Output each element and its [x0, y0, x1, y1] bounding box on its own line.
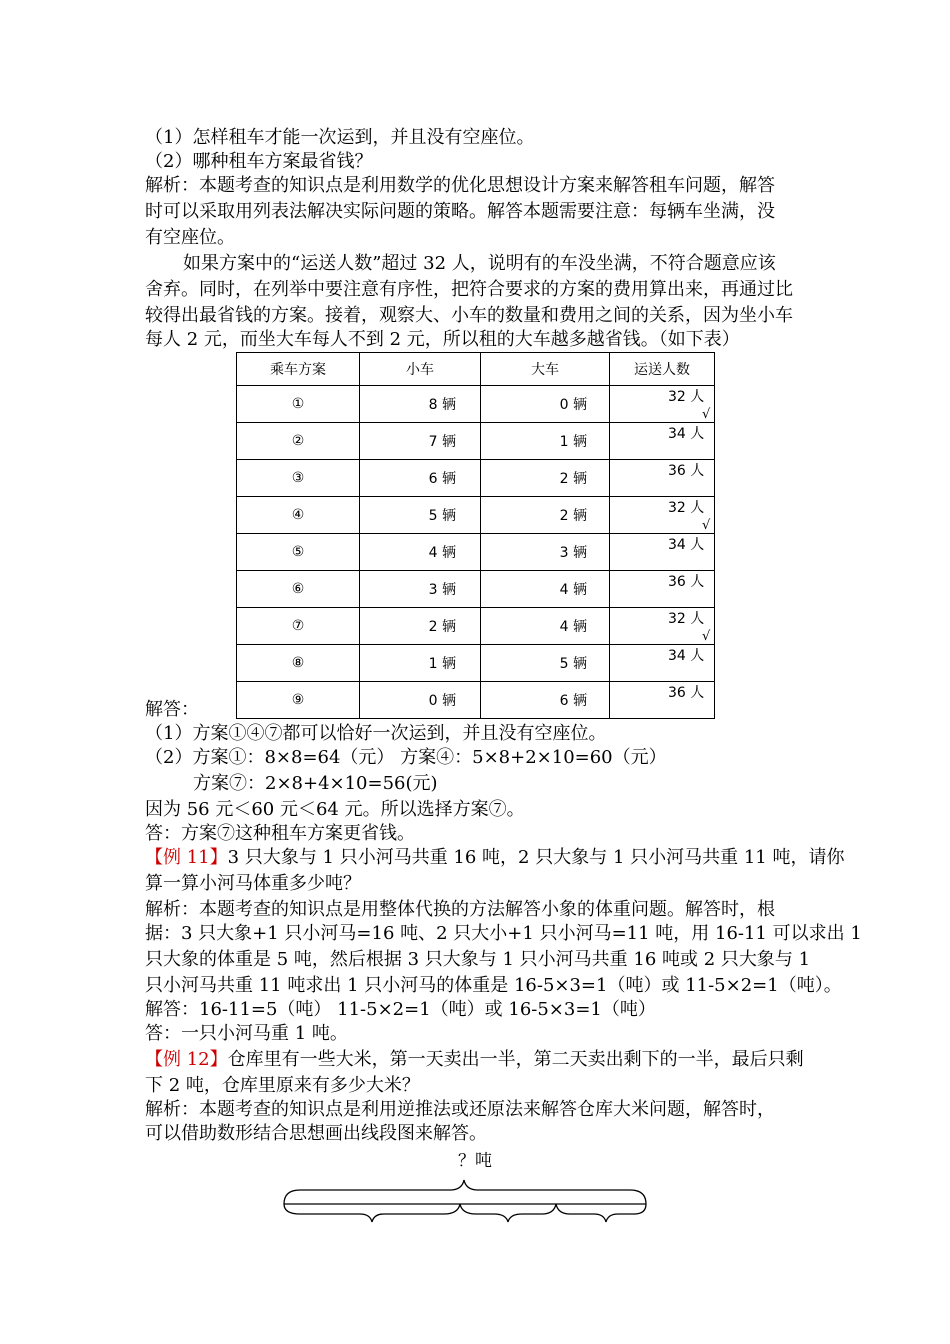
- check-mark-icon: √: [702, 406, 711, 422]
- diagram-total-label: ？吨: [458, 1151, 492, 1171]
- cell-big: 0 辆: [481, 385, 610, 422]
- cell-people: [610, 459, 715, 496]
- answer-line: （1）方案①④⑦都可以恰好一次运到，并且没有空座位。: [145, 723, 607, 744]
- answer-label: 解答：: [145, 699, 199, 720]
- people-value: 34 人: [668, 536, 705, 553]
- people-value: 32 人: [668, 610, 705, 627]
- example-11-text: 3 只大象与 1 只小河马共重 16 吨，2 只大象与 1 只小河马共重 11 吨，请你: [227, 847, 845, 868]
- table-row: [237, 681, 715, 718]
- solution-line: 解答：16-11=5（吨） 11-5×2=1（吨）或 16-5×3=1（吨）: [145, 999, 656, 1020]
- cell-plan: ③: [237, 459, 360, 496]
- analysis-line: 可以借助数形结合思想画出线段图来解答。: [145, 1123, 487, 1144]
- cell-people: [610, 607, 715, 644]
- analysis-line: 解析：本题考查的知识点是利用逆推法或还原法来解答仓库大米问题，解答时，: [145, 1099, 775, 1120]
- final-answer: 答：一只小河马重 1 吨。: [145, 1023, 348, 1044]
- people-value: 36 人: [668, 573, 705, 590]
- cell-small: 2 辆: [360, 607, 481, 644]
- answer-line: 因为 56 元＜60 元＜64 元。所以选择方案⑦。: [145, 799, 525, 820]
- cell-people: [610, 681, 715, 718]
- cell-big: 6 辆: [481, 681, 610, 718]
- cell-big: 2 辆: [481, 496, 610, 533]
- cell-plan: ①: [237, 385, 360, 422]
- people-value: 34 人: [668, 425, 705, 442]
- cell-people: [610, 533, 715, 570]
- analysis-line: 解析：本题考查的知识点是利用数学的优化思想设计方案来解答租车问题，解答: [145, 175, 775, 196]
- question-2: （2）哪种租车方案最省钱？: [145, 151, 373, 172]
- table-header-row: [237, 353, 715, 386]
- analysis-line: 据：3 只大象+1 只小河马=16 吨、2 只大小+1 只小河马=11 吨，用 16-11 可以求出 1: [145, 923, 862, 944]
- example-11-question: 算一算小河马体重多少吨？: [145, 873, 361, 894]
- example-12-question: 下 2 吨，仓库里原来有多少大米？: [145, 1075, 420, 1096]
- cell-small: 1 辆: [360, 644, 481, 681]
- cell-people: [610, 496, 715, 533]
- cell-plan: ⑥: [237, 570, 360, 607]
- cell-plan: ⑦: [237, 607, 360, 644]
- answer-line: 方案⑦：2×8+4×10=56(元): [193, 773, 438, 794]
- answer-line: 答：方案⑦这种租车方案更省钱。: [145, 823, 415, 844]
- analysis-line: 只大象的体重是 5 吨，然后根据 3 只大象与 1 只小河马共重 16 吨或 2 只大象与 1: [145, 949, 811, 970]
- people-value: 36 人: [668, 684, 705, 701]
- top-brace: [284, 1180, 646, 1204]
- analysis-line: 解析：本题考查的知识点是用整体代换的方法解答小象的体重问题。解答时，根: [145, 899, 775, 920]
- people-value: 36 人: [668, 462, 705, 479]
- table-row: [237, 607, 715, 644]
- cell-people: [610, 570, 715, 607]
- header-big-car: 大车: [481, 353, 610, 386]
- first-half-brace: [284, 1204, 460, 1222]
- example-11-tag: 【例 11】: [145, 847, 228, 868]
- table-row: [237, 644, 715, 681]
- people-value: 32 人: [668, 388, 705, 405]
- cell-small: 3 辆: [360, 570, 481, 607]
- cell-big: 3 辆: [481, 533, 610, 570]
- people-value: 34 人: [668, 647, 705, 664]
- paragraph-line: 舍弃。同时，在列举中要注意有序性，把符合要求的方案的费用算出来，再通过比: [145, 279, 793, 300]
- cell-small: 6 辆: [360, 459, 481, 496]
- people-value: 32 人: [668, 499, 705, 516]
- cell-big: 2 辆: [481, 459, 610, 496]
- cell-small: 5 辆: [360, 496, 481, 533]
- analysis-line: 有空座位。: [145, 227, 235, 248]
- table-row: [237, 422, 715, 459]
- cell-big: 4 辆: [481, 607, 610, 644]
- cell-big: 4 辆: [481, 570, 610, 607]
- paragraph-line: 每人 2 元，而坐大车每人不到 2 元，所以租的大车越多越省钱。（如下表）: [145, 329, 740, 350]
- table-row: [237, 385, 715, 422]
- cell-big: 5 辆: [481, 644, 610, 681]
- header-small-car: 小车: [360, 353, 481, 386]
- cell-plan: ⑤: [237, 533, 360, 570]
- plan-table: [236, 352, 715, 719]
- question-1: （1）怎样租车才能一次运到，并且没有空座位。: [145, 127, 535, 148]
- header-people: 运送人数: [610, 353, 715, 386]
- cell-plan: ⑧: [237, 644, 360, 681]
- example-11-question: [145, 846, 844, 870]
- cell-small: 7 辆: [360, 422, 481, 459]
- paragraph-line: 较得出最省钱的方案。接着，观察大、小车的数量和费用之间的关系，因为坐小车: [145, 305, 793, 326]
- cell-plan: ⑨: [237, 681, 360, 718]
- cell-small: 0 辆: [360, 681, 481, 718]
- cell-people: [610, 422, 715, 459]
- table-row: [237, 459, 715, 496]
- example-12-tag: 【例 12】: [145, 1049, 228, 1070]
- cell-people: [610, 385, 715, 422]
- line-segment-diagram: [280, 1178, 660, 1226]
- table-row: [237, 570, 715, 607]
- cell-plan: ②: [237, 422, 360, 459]
- check-mark-icon: √: [702, 517, 711, 533]
- last-quarter-brace: [556, 1204, 646, 1222]
- example-12-question: [145, 1048, 804, 1072]
- header-plan: 乘车方案: [237, 353, 360, 386]
- table-row: [237, 496, 715, 533]
- analysis-line: 时可以采取用列表法解决实际问题的策略。解答本题需要注意：每辆车坐满，没: [145, 201, 775, 222]
- cell-people: [610, 644, 715, 681]
- second-quarter-brace: [460, 1204, 556, 1222]
- analysis-line: 只小河马共重 11 吨求出 1 只小河马的体重是 16-5×3=1（吨）或 11-5×2=1（吨）。: [145, 975, 842, 996]
- cell-big: 1 辆: [481, 422, 610, 459]
- cell-plan: ④: [237, 496, 360, 533]
- answer-line: （2）方案①：8×8=64（元） 方案④：5×8+2×10=60（元）: [145, 747, 667, 768]
- cell-small: 4 辆: [360, 533, 481, 570]
- table-row: [237, 533, 715, 570]
- paragraph-line: 如果方案中的“运送人数”超过 32 人，说明有的车没坐满，不符合题意应该: [183, 253, 776, 274]
- check-mark-icon: √: [702, 628, 711, 644]
- cell-small: 8 辆: [360, 385, 481, 422]
- example-12-text: 仓库里有一些大米，第一天卖出一半，第二天卖出剩下的一半，最后只剩: [227, 1049, 804, 1070]
